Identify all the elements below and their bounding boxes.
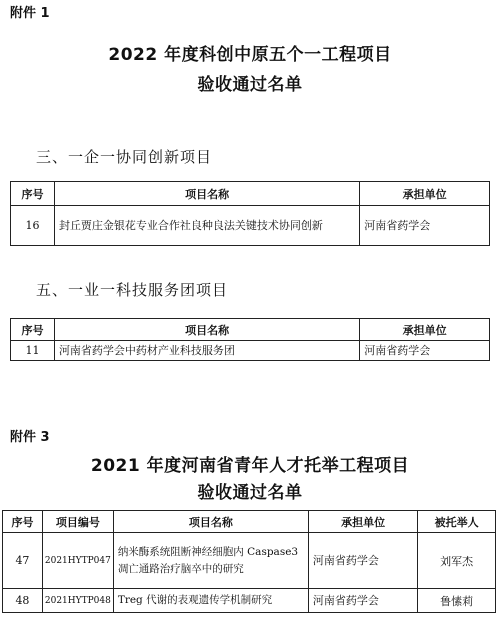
table-row: [11, 206, 490, 246]
header-no: 序号: [11, 319, 55, 341]
header-project-name: 项目名称: [54, 319, 359, 341]
row-project-name: 河南省药学会中药材产业科技服务团: [54, 341, 359, 361]
row-unit: 河南省药学会: [360, 206, 490, 246]
table-row: [3, 589, 496, 613]
attachment-3-title-line1: 2021 年度河南省青年人才托举工程项目: [90, 456, 410, 476]
row-no: 47: [3, 533, 43, 589]
row-project-name: Treg 代谢的表观遗传学机制研究: [113, 589, 308, 613]
row-person: 刘军杰: [418, 533, 496, 589]
section-heading-service: 五、一业一科技服务团项目: [36, 281, 229, 299]
table-header-row: [11, 182, 490, 206]
attachment-3-title-line2: 验收通过名单: [197, 483, 303, 503]
table-row: [11, 341, 490, 361]
header-person: 被托举人: [418, 511, 496, 533]
collab-project-table: [10, 181, 490, 246]
row-unit: 河南省药学会: [360, 341, 490, 361]
row-project-code: 2021HYTP047: [42, 533, 113, 589]
table-row: [3, 533, 496, 589]
header-project-name: 项目名称: [54, 182, 359, 206]
row-no: 16: [11, 206, 55, 246]
row-project-name: 纳米酶系统阻断神经细胞内 Caspase3 凋亡通路治疗脑卒中的研究: [113, 533, 308, 589]
header-project-code: 项目编号: [42, 511, 113, 533]
attachment-1-title-line1: 2022 年度科创中原五个一工程项目: [108, 45, 392, 65]
header-unit: 承担单位: [360, 182, 490, 206]
section-heading-collab: 三、一企一协同创新项目: [36, 148, 213, 166]
table-header-row: [3, 511, 496, 533]
attachment-3-label: 附件 3: [10, 430, 50, 445]
row-no: 48: [3, 589, 43, 613]
attachment-1-label: 附件 1: [10, 6, 50, 21]
header-no: 序号: [11, 182, 55, 206]
header-unit: 承担单位: [360, 319, 490, 341]
row-project-name: 封丘贾庄金银花专业合作社良种良法关键技术协同创新: [54, 206, 359, 246]
row-unit: 河南省药学会: [308, 533, 417, 589]
header-unit: 承担单位: [308, 511, 417, 533]
row-unit: 河南省药学会: [308, 589, 417, 613]
row-no: 11: [11, 341, 55, 361]
youth-talent-table: [2, 510, 496, 613]
row-person: 鲁愫莉: [418, 589, 496, 613]
header-project-name: 项目名称: [113, 511, 308, 533]
header-no: 序号: [3, 511, 43, 533]
attachment-1-title-line2: 验收通过名单: [197, 75, 303, 95]
row-project-code: 2021HYTP048: [42, 589, 113, 613]
service-team-table: [10, 318, 490, 361]
table-header-row: [11, 319, 490, 341]
